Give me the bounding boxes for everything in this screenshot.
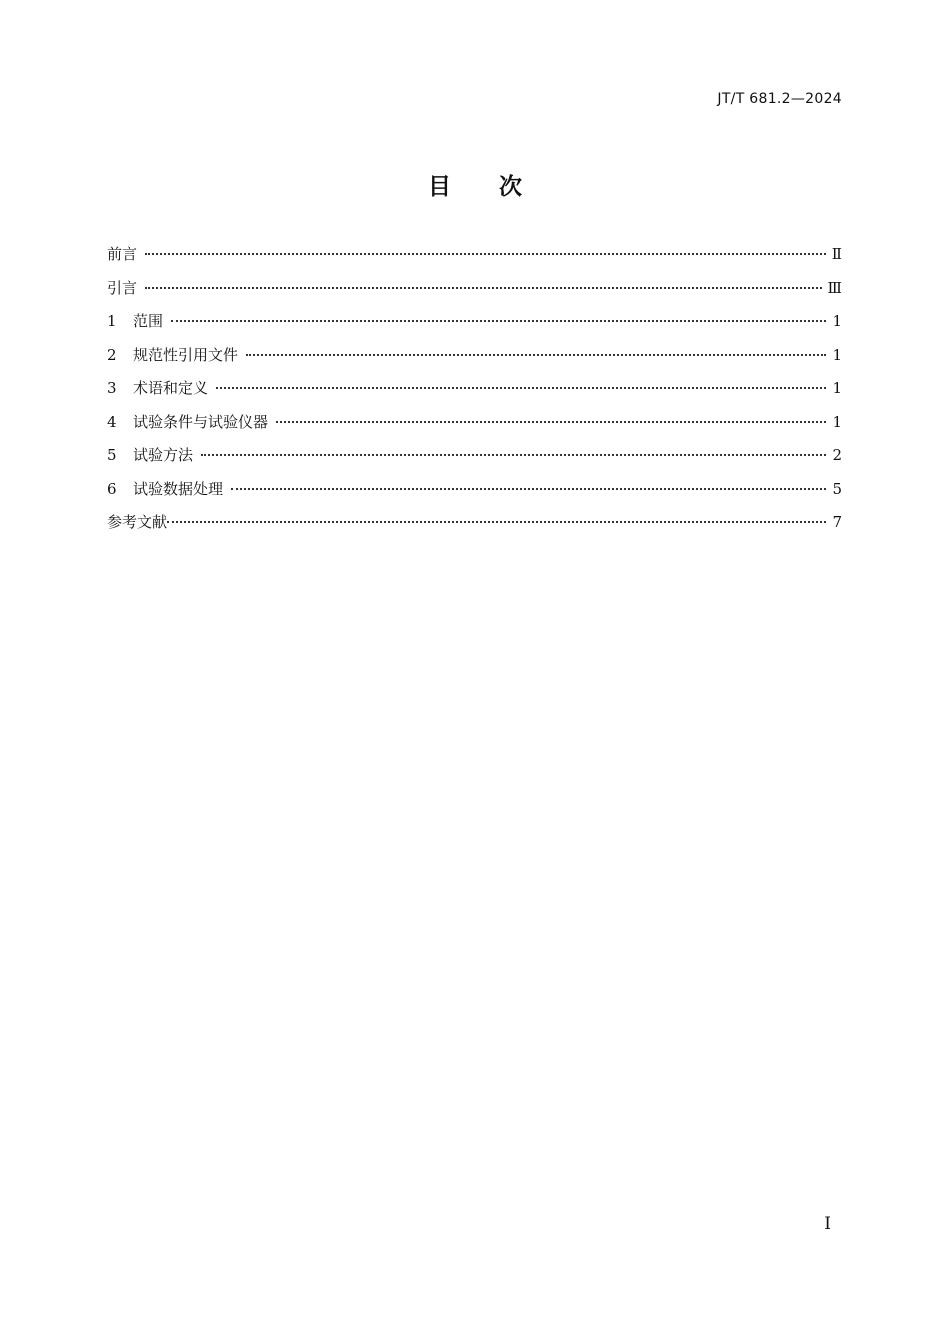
toc-entry-number: 6 [107,479,117,498]
toc-entry-page: 1 [832,412,842,431]
toc-entry-normative-references[interactable] [107,345,842,379]
toc-dot-leader [231,488,826,490]
toc-entry-foreword[interactable] [107,244,842,278]
toc-entry-page: 7 [832,513,842,531]
toc-entry-scope[interactable] [107,311,842,345]
toc-entry-label: 前言 [107,245,138,263]
toc-entry-introduction[interactable] [107,278,842,312]
toc-entry-terms-definitions[interactable] [107,378,842,412]
toc-entry-test-conditions[interactable] [107,412,842,446]
toc-entry-label: 术语和定义 [133,379,209,397]
toc-entry-bibliography[interactable] [107,512,842,546]
toc-dot-leader [171,320,826,322]
toc-dot-leader [145,253,826,255]
toc-entry-number: 1 [107,312,117,330]
toc-entry-label: 试验数据处理 [133,479,224,498]
toc-dot-leader [246,354,826,356]
toc-entry-label: 试验方法 [133,446,194,464]
toc-entry-page: Ⅱ [831,245,842,263]
toc-entry-label: 范围 [133,312,164,330]
table-of-contents [107,244,842,546]
toc-entry-label: 试验条件与试验仪器 [133,412,269,431]
toc-entry-page: 5 [832,479,842,498]
toc-entry-page: 1 [832,345,842,364]
toc-dot-leader [276,421,826,423]
toc-entry-page: 1 [832,312,842,330]
toc-entry-number: 4 [107,412,117,431]
toc-entry-number: 3 [107,379,117,397]
toc-entry-page: 2 [832,446,842,464]
toc-entry-label: 参考文献 [107,513,168,531]
toc-dot-leader [216,387,826,389]
toc-dot-leader [145,287,822,289]
page-number: I [824,1214,831,1234]
document-code: JT/T 681.2—2024 [717,91,842,107]
toc-entry-label: 引言 [107,278,138,297]
toc-entry-number: 5 [107,446,117,464]
toc-entry-page: 1 [832,379,842,397]
toc-entry-number: 2 [107,345,117,364]
toc-entry-page: Ⅲ [827,278,842,297]
toc-entry-label: 规范性引用文件 [133,345,239,364]
toc-dot-leader [167,521,826,523]
page-title: 目次 [428,174,570,200]
toc-entry-data-processing[interactable] [107,479,842,513]
toc-dot-leader [201,454,826,456]
toc-entry-test-methods[interactable] [107,445,842,479]
